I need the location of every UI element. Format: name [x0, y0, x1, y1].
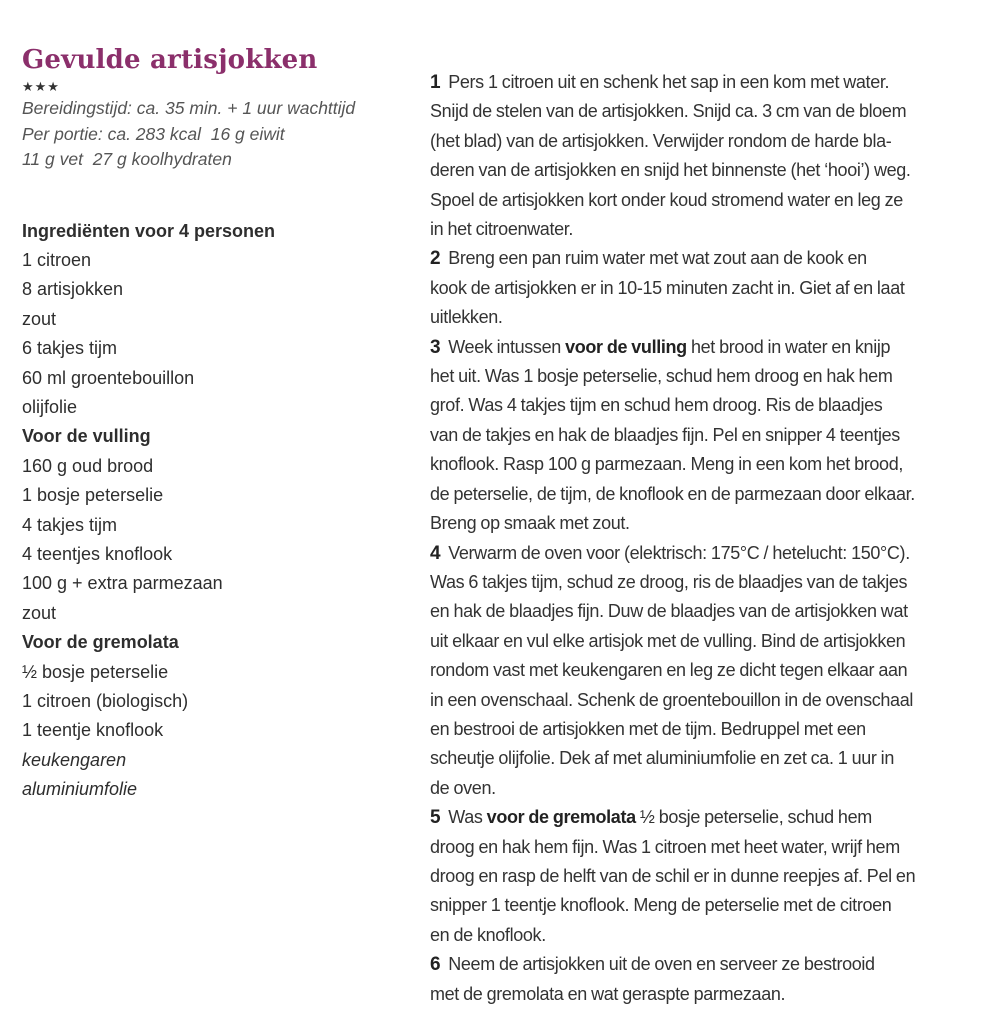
step-line: van de takjes en hak de blaadjes fijn. Pel en snipper 4 teentjes	[430, 424, 900, 445]
ingredient-item: keukengaren	[22, 749, 127, 770]
recipe-title: Gevulde artisjokken	[22, 45, 318, 75]
step	[430, 244, 970, 332]
step	[430, 803, 970, 950]
ingredient-item: 6 takjes tijm	[22, 338, 118, 359]
step-text: Was	[448, 807, 487, 828]
ingredient-item: 1 teentje knoflook	[22, 720, 164, 741]
step-line: en bestrooi de artisjokken met de tijm. Bedruppel met een	[430, 718, 866, 739]
step-line: de peterselie, de tijm, de knoflook en de parmezaan door elkaar.	[430, 483, 915, 504]
step-text: Week intussen	[448, 336, 566, 357]
preparation-steps	[430, 68, 970, 1009]
step	[430, 68, 970, 244]
ingredient-item: 160 g oud brood	[22, 455, 154, 476]
ingredient-item: zout	[22, 308, 57, 329]
step-line: Snijd de stelen van de artisjokken. Snijd ca. 3 cm van de bloem	[430, 101, 907, 122]
step-first-line	[430, 950, 970, 979]
step-line: in een ovenschaal. Schenk de groentebouillon in de ovenschaal	[430, 689, 914, 710]
step-first-line	[430, 539, 970, 568]
ingredient-item: 100 g + extra parmezaan	[22, 573, 223, 594]
step-first-line	[430, 68, 970, 97]
nutrition-line-2: 11 g vet 27 g koolhydraten	[22, 149, 232, 169]
step-line: (het blad) van de artisjokken. Verwijder rondom de harde bla-	[430, 130, 892, 151]
nutrition-line-1: Per portie: ca. 283 kcal 16 g eiwit	[22, 123, 285, 144]
difficulty-stars-icon: ★★★	[22, 79, 60, 94]
step-number: 6	[430, 954, 441, 976]
ingredient-item: 4 teentjes knoflook	[22, 543, 173, 564]
step-line: rondom vast met keukengaren en leg ze dicht tegen elkaar aan	[430, 660, 908, 681]
ingredient-item: 1 citroen (biologisch)	[22, 691, 189, 711]
ingredient-section-heading: Voor de vulling	[22, 426, 151, 447]
step-line: snipper 1 teentje knoflook. Meng de peterselie met de citroen	[430, 895, 892, 916]
prep-time: Bereidingstijd: ca. 35 min. + 1 uur wachttijd	[22, 98, 356, 118]
step-number: 4	[430, 542, 441, 564]
ingredient-item: 1 bosje peterselie	[22, 485, 164, 506]
ingredient-item: olijfolie	[22, 396, 78, 417]
ingredient-section-heading: Ingrediënten voor 4 personen	[22, 220, 276, 241]
ingredient-item: zout	[22, 602, 57, 623]
ingredient-list	[22, 217, 402, 805]
ingredient-item: 1 citroen	[22, 249, 92, 270]
step-text: Neem de artisjokken uit de oven en serveer ze bestrooid	[448, 954, 875, 975]
step-line: deren van de artisjokken en snijd het binnenste (het ‘hooi’) weg.	[430, 160, 911, 181]
step-text: Pers 1 citroen uit en schenk het sap in een kom met water.	[448, 72, 890, 92]
step-line: grof. Was 4 takjes tijm en schud hem droog. Ris de blaadjes	[430, 395, 883, 416]
step-line: de oven.	[430, 777, 496, 798]
step-line: en hak de blaadjes fijn. Duw de blaadjes van de artisjokken wat	[430, 601, 908, 622]
step-line: kook de artisjokken er in 10-15 minuten zacht in. Giet af en laat	[430, 277, 905, 298]
step-section-highlight: voor de vulling	[565, 336, 687, 357]
step-number: 2	[430, 248, 441, 270]
step-line: scheutje olijfolie. Dek af met aluminiumfolie en zet ca. 1 uur in	[430, 748, 894, 769]
step-text: Verwarm de oven voor (elektrisch: 175°C / hetelucht: 150°C).	[448, 542, 910, 563]
ingredient-item: 8 artisjokken	[22, 279, 124, 300]
ingredient-item: 4 takjes tijm	[22, 514, 118, 535]
step-line: met de gremolata en wat geraspte parmezaan.	[430, 983, 786, 1004]
step-line: in het citroenwater.	[430, 219, 574, 240]
step-line: Spoel de artisjokken kort onder koud stromend water en leg ze	[430, 189, 903, 210]
step	[430, 539, 970, 804]
step-line: knoflook. Rasp 100 g parmezaan. Meng in een kom het brood,	[430, 454, 904, 475]
ingredient-item: ½ bosje peterselie	[22, 661, 169, 682]
recipe-meta	[22, 96, 402, 173]
step-first-line	[430, 803, 970, 832]
step	[430, 950, 970, 1009]
step-number: 5	[430, 807, 441, 829]
ingredient-item: aluminiumfolie	[22, 779, 138, 800]
step-line: droog en hak hem fijn. Was 1 citroen met heet water, wrijf hem	[430, 836, 900, 857]
step-text: ½ bosje peterselie, schud hem	[635, 807, 872, 828]
step-text: het brood in water en knijp	[686, 336, 891, 357]
step-number: 3	[430, 336, 441, 358]
step-first-line	[430, 244, 970, 273]
step-text: Breng een pan ruim water met wat zout aan de kook en	[448, 248, 867, 269]
step	[430, 333, 970, 539]
step-line: Was 6 takjes tijm, schud ze droog, ris de blaadjes van de takjes	[430, 571, 908, 592]
step-line: uitlekken.	[430, 307, 503, 328]
step-line: Breng op smaak met zout.	[430, 513, 630, 534]
step-line: en de knoflook.	[430, 924, 546, 945]
step-section-highlight: voor de gremolata	[486, 807, 636, 828]
ingredient-item: 60 ml groentebouillon	[22, 367, 195, 388]
ingredient-section-heading: Voor de gremolata	[22, 632, 179, 653]
step-line: het uit. Was 1 bosje peterselie, schud hem droog en hak hem	[430, 366, 893, 387]
step-line: uit elkaar en vul elke artisjok met de vulling. Bind de artisjokken	[430, 630, 906, 651]
step-number: 1	[430, 72, 441, 93]
recipe-sidebar	[22, 40, 402, 805]
step-line: droog en rasp de helft van de schil er in dunne reepjes af. Pel en	[430, 865, 916, 886]
step-first-line	[430, 333, 970, 362]
